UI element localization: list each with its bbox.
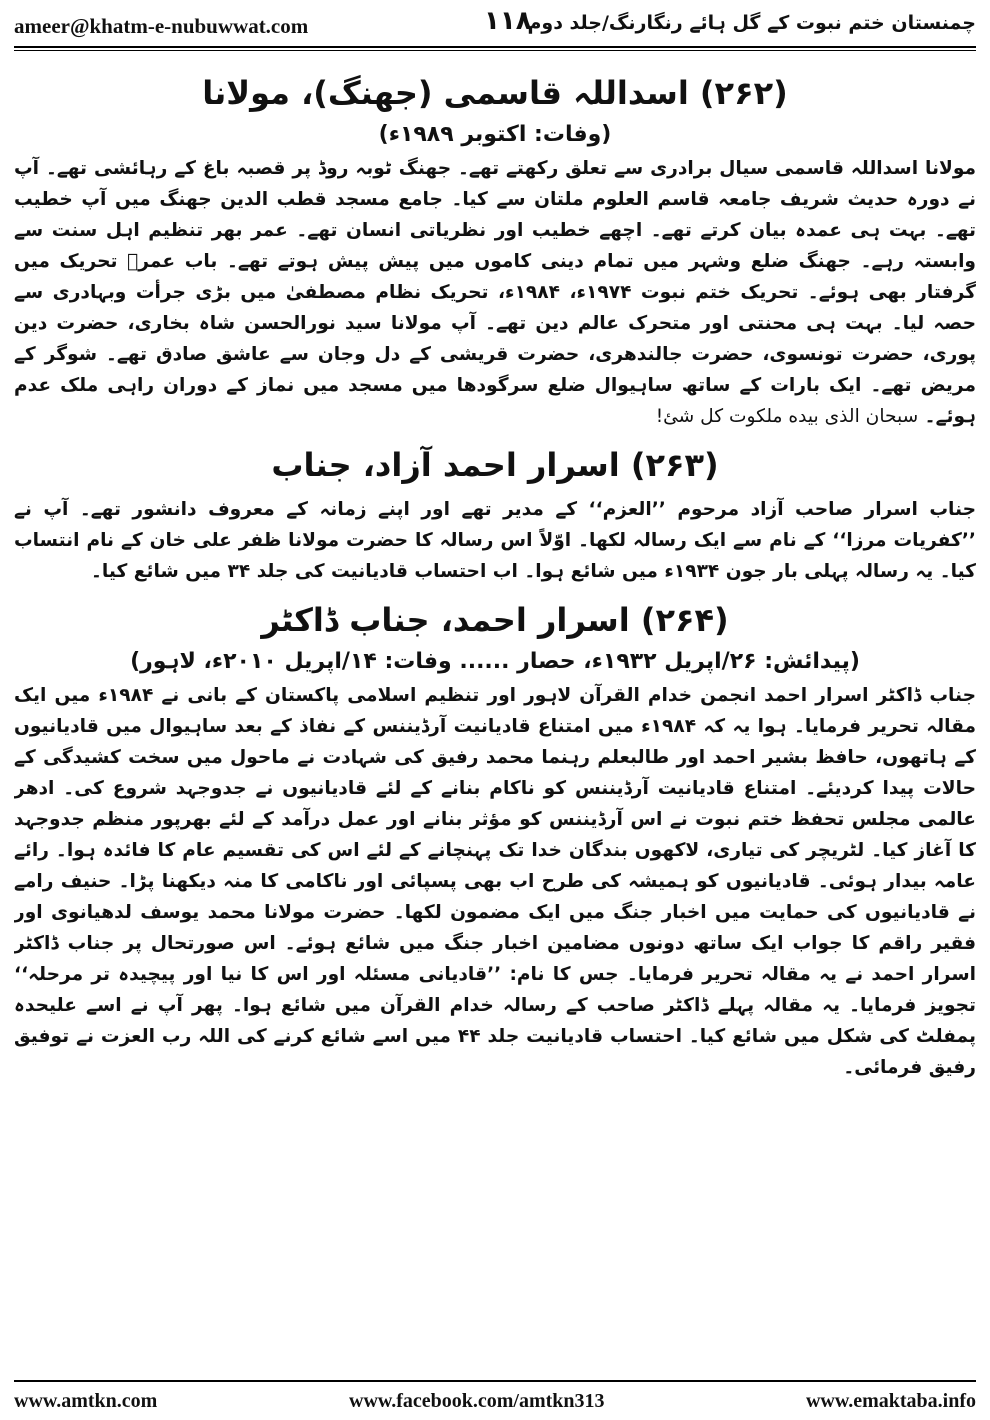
header-email: ameer@khatm-e-nubuwwat.com bbox=[14, 14, 309, 38]
footer-link-facebook[interactable]: www.facebook.com/amtkn313 bbox=[349, 1390, 605, 1412]
entry-title: (۲۶۴) اسرار احمد، جناب ڈاکٹر bbox=[261, 601, 729, 639]
header-divider bbox=[14, 46, 976, 48]
entry-dates: (پیدائش: ۲۶/اپریل ۱۹۳۲ء، حصار ...... وفات: ۱۴/اپریل ۲۰۱۰ء، لاہور) bbox=[130, 649, 860, 674]
page-header bbox=[14, 0, 976, 46]
entry-264 bbox=[14, 601, 976, 1083]
entry-263 bbox=[14, 446, 976, 587]
footer-link-emaktaba[interactable]: www.emaktaba.info bbox=[805, 1390, 976, 1412]
entry-body: جناب ڈاکٹر اسرار احمد انجمن خدام القرآن لاہور اور تنظیم اسلامی پاکستان کے بانی نے ۱۹۸۴ء میں ایک مقالہ تحریر فرمایا۔ ہوا یہ کہ ۱۹۸۴ء میں امتناع قادیانیت آرڈیننس کے نفاذ کے بعد ساہیوال میں قادیانیوں کے ہاتھوں، حافظ بشیر احمد اور طالبعلم رہنما محمد رفیق کی شہادت نے ماحول میں سخت کشیدگی کے حالات پیدا کردیئے۔ امتناع قادیانیت آرڈیننس کو ناکام بنانے کے لئے قادیانیوں نے جدوجہد شروع کی۔ ادھر عالمی مجلس تحفظ ختم نبوت نے اس آرڈیننس کو مؤثر بنانے اور عمل درآمد کے لئے بھرپور منظم جدوجہد کا آغاز کیا۔ لٹریچر کی تیاری، لاکھوں بندگان خدا تک پہنچانے کے لئے اس کی تقسیم عام کا فائدہ ہوا۔ رائے عامہ بیدار ہوئی۔ قادیانیوں کو ہمیشہ کی طرح اب بھی پسپائی اور ناکامی کا منہ دیکھنا پڑا۔ حنیف رامے نے قادیانیوں کی حمایت میں اخبار جنگ میں ایک مضمون لکھا۔ حضرت مولانا محمد یوسف لدھیانوی اور فقیر راقم کا جواب ایک ساتھ دونوں مضامین اخبار جنگ میں شائع ہوئے۔ اس صورتحال پر جناب ڈاکٹر اسرار احمد نے یہ مقالہ تحریر فرمایا۔ جس کا نام: ’’قادیانی مسئلہ اور اس کا نیا اور پیچیدہ تر مرحلہ‘‘ تجویز فرمایا۔ یہ مقالہ پہلے ڈاکٹر صاحب کے رسالہ خدام القرآن میں شائع ہوا۔ پھر آپ نے اسے علیحدہ پمفلٹ کی شکل میں شائع کیا۔ احتساب قادیانیت جلد ۴۴ میں اسے شائع کرنے کی اللہ رب العزت نے توفیق رفیق فرمائی۔ bbox=[14, 685, 976, 1078]
entry-262 bbox=[14, 74, 976, 432]
entry-title: (۲۶۳) اسرار احمد آزاد، جناب bbox=[271, 446, 719, 484]
page-content bbox=[14, 60, 976, 1380]
entry-title: (۲۶۲) اسداللہ قاسمی (جھنگ)، مولانا bbox=[202, 74, 788, 112]
header-divider-thin bbox=[14, 50, 976, 51]
entry-body bbox=[14, 153, 976, 432]
footer-link-amtkn[interactable]: www.amtkn.com bbox=[14, 1390, 158, 1412]
book-title: چمنستان ختم نبوت کے گل ہائے رنگارنگ/جلد دوم bbox=[527, 12, 976, 34]
entry-body: جناب اسرار صاحب آزاد مرحوم ’’العزم‘‘ کے مدیر تھے اور اپنے زمانہ کے معروف دانشور تھے۔ آپ نے ’’کفریات مرزا‘‘ کے نام سے ایک رسالہ لکھا۔ اوّلاً اس رسالہ کا حضرت مولانا ظفر علی خان کے نام انتساب کیا۔ یہ رسالہ پہلی بار جون ۱۹۳۴ء میں شائع ہوا۔ اب احتساب قادیانیت کی جلد ۳۴ میں شائع کیا۔ bbox=[14, 499, 976, 582]
quranic-verse: سبحان الذی بیده ملکوت کل شئ! bbox=[655, 406, 919, 427]
entry-dates: (وفات: اکتوبر ۱۹۸۹ء) bbox=[378, 122, 612, 147]
page-footer bbox=[14, 1384, 976, 1420]
page-number: ۱۱۸ bbox=[484, 6, 532, 36]
footer-divider bbox=[14, 1380, 976, 1382]
entry-body-text: مولانا اسداللہ قاسمی سیال برادری سے تعلق رکھتے تھے۔ جھنگ ٹوبہ روڈ پر قصبہ باغ کے رہائشی تھے۔ آپ نے دورہ حدیث شریف جامعہ قاسم العلوم ملتان سے کیا۔ جامع مسجد قطب الدین جھنگ میں آپ خطیب تھے۔ بہت ہی عمدہ بیان کرتے تھے۔ اچھے خطیب اور نظریاتی انسان تھے۔ عمر بھر تنظیم اہل سنت سے وابستہ رہے۔ جھنگ ضلع وشہر میں تمام دینی کاموں میں پیش پیش ہوتے تھے۔ باب عمرؓ تحریک میں گرفتار بھی ہوئے۔ تحریک ختم نبوت ۱۹۷۴ء، ۱۹۸۴ء، تحریک نظام مصطفیٰ میں بڑی جرأت وبہادری سے حصہ لیا۔ بہت ہی محنتی اور متحرک عالم دین تھے۔ آپ مولانا سید نورالحسن شاہ بخاری، حضرت دین پوری، حضرت تونسوی، حضرت جالندھری، حضرت قریشی کے دل وجان سے عاشق صادق تھے۔ شوگر کے مریض تھے۔ ایک بارات کے ساتھ ساہیوال ضلع سرگودھا میں مسجد میں نماز کے دوران راہی ملک عدم ہوئے۔ bbox=[14, 158, 976, 427]
